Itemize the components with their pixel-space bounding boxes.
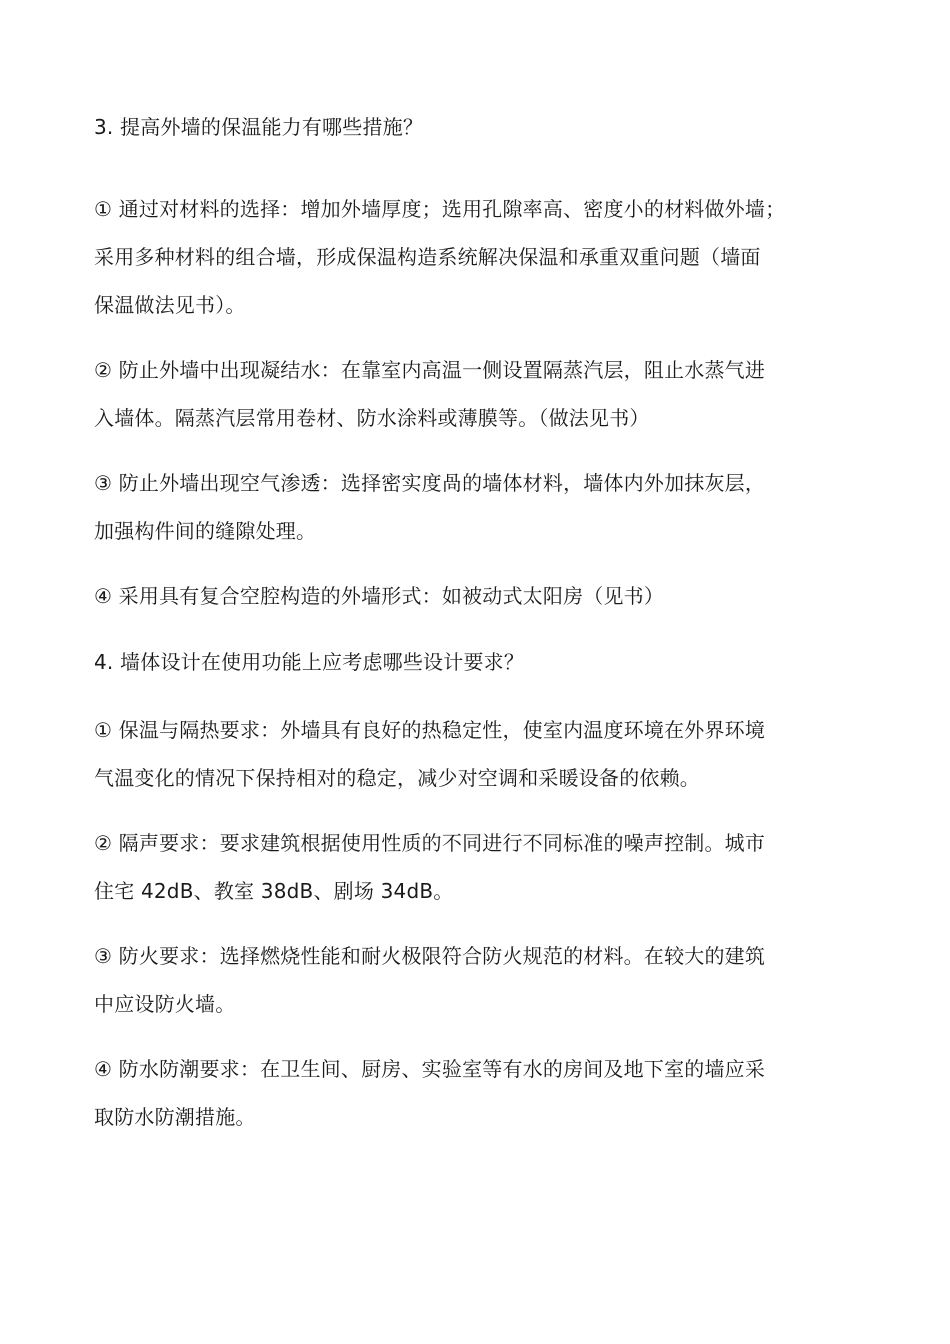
q3-item-2-line-2: 入墙体。隔蒸汽层常用卷材、防水涂料或薄膜等。（做法见书） <box>94 406 650 430</box>
q3-item-1-line-2: 采用多种材料的组合墙，形成保温构造系统解决保温和承重双重问题（墙面 <box>94 245 761 269</box>
q4-item-3-line-1: ③ 防火要求：选择燃烧性能和耐火极限符合防火规范的材料。在较大的建筑 <box>94 944 766 968</box>
q4-item-2-line-1: ② 隔声要求：要求建筑根据使用性质的不同进行不同标准的噪声控制。城市 <box>94 831 766 855</box>
q4-item-1-line-1: ① 保温与隔热要求：外墙具有良好的热稳定性，使室内温度环境在外界环境 <box>94 718 766 742</box>
q3-item-3-line-1: ③ 防止外墙出现空气渗透：选择密实度咼的墙体材料，墙体内外加抹灰层， <box>94 471 766 495</box>
q3-item-2-line-1: ② 防止外墙中出现凝结水：在靠室内高温一侧设置隔蒸汽层，阻止水蒸气进 <box>94 358 766 382</box>
q3-item-3-line-2: 加强构件间的缝隙处理。 <box>94 519 317 543</box>
question-3-title: 3. 提高外墙的保温能力有哪些措施？ <box>94 115 424 139</box>
q3-item-1-line-1: ① 通过对材料的选择：增加外墙厚度；选用孔隙率高、密度小的材料做外墙； <box>94 197 786 221</box>
q3-item-4-line-1: ④ 采用具有复合空腔构造的外墙形式：如被动式太阳房（见书） <box>94 584 665 608</box>
q4-item-3-line-2: 中应设防火墙。 <box>94 992 236 1016</box>
q4-item-2-line-2: 住宅 42dB、教室 38dB、剧场 34dB。 <box>94 879 454 903</box>
q3-item-1-line-3: 保温做法见书）。 <box>94 293 246 317</box>
q4-item-4-line-2: 取防水防潮措施。 <box>94 1105 256 1129</box>
q4-item-4-line-1: ④ 防水防潮要求：在卫生间、厨房、实验室等有水的房间及地下室的墙应采 <box>94 1057 766 1081</box>
question-4-title: 4. 墙体设计在使用功能上应考虑哪些设计要求？ <box>94 650 525 674</box>
q4-item-1-line-2: 气温变化的情况下保持相对的稳定，减少对空调和采暖设备的依赖。 <box>94 766 700 790</box>
